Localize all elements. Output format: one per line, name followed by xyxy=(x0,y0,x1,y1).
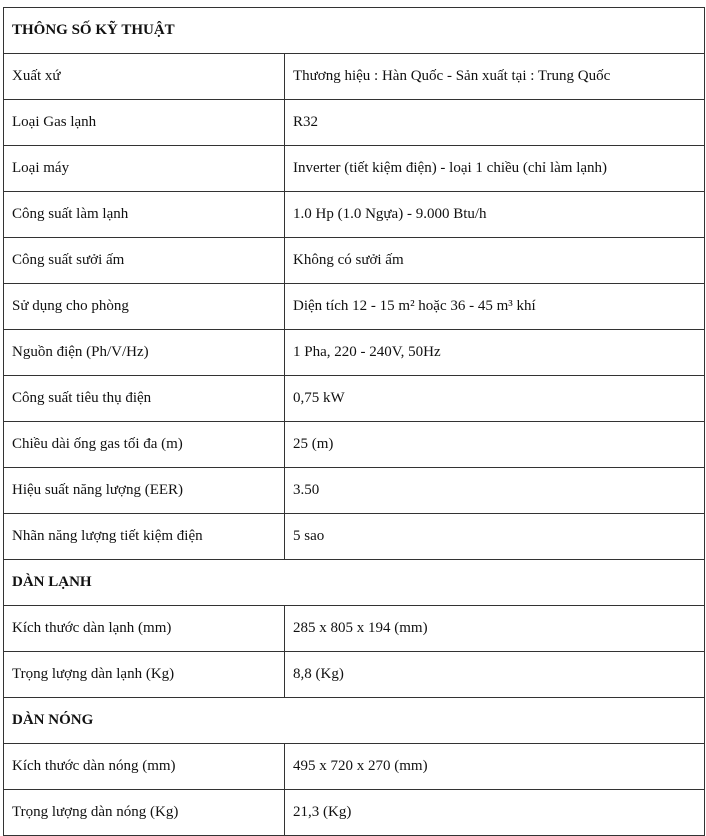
table-row xyxy=(4,790,705,836)
table-row xyxy=(4,330,705,376)
spec-value: 8,8 (Kg) xyxy=(285,652,705,698)
spec-value: 3.50 xyxy=(285,468,705,514)
spec-value: 285 x 805 x 194 (mm) xyxy=(285,606,705,652)
table-row xyxy=(4,284,705,330)
spec-value: R32 xyxy=(285,100,705,146)
spec-value: 1 Pha, 220 - 240V, 50Hz xyxy=(285,330,705,376)
section-header-row xyxy=(4,560,705,606)
spec-label: Xuất xứ xyxy=(4,54,285,100)
table-row xyxy=(4,468,705,514)
spec-label: Trọng lượng dàn nóng (Kg) xyxy=(4,790,285,836)
section-header-row xyxy=(4,698,705,744)
section-header-row xyxy=(4,8,705,54)
table-row xyxy=(4,514,705,560)
spec-label: Kích thước dàn nóng (mm) xyxy=(4,744,285,790)
spec-label: Chiều dài ống gas tối đa (m) xyxy=(4,422,285,468)
table-row xyxy=(4,146,705,192)
spec-value: Không có sưởi ấm xyxy=(285,238,705,284)
spec-value: 495 x 720 x 270 (mm) xyxy=(285,744,705,790)
spec-label: Loại Gas lạnh xyxy=(4,100,285,146)
table-row xyxy=(4,744,705,790)
section-title: DÀN NÓNG xyxy=(4,698,705,744)
spec-table xyxy=(3,7,705,836)
spec-label: Nguồn điện (Ph/V/Hz) xyxy=(4,330,285,376)
section-title: THÔNG SỐ KỸ THUẬT xyxy=(4,8,705,54)
spec-label: Kích thước dàn lạnh (mm) xyxy=(4,606,285,652)
spec-label: Hiệu suất năng lượng (EER) xyxy=(4,468,285,514)
spec-label: Công suất sưởi ấm xyxy=(4,238,285,284)
spec-value: Thương hiệu : Hàn Quốc - Sản xuất tại : Trung Quốc xyxy=(285,54,705,100)
spec-label: Trọng lượng dàn lạnh (Kg) xyxy=(4,652,285,698)
table-row xyxy=(4,422,705,468)
table-row xyxy=(4,606,705,652)
section-title: DÀN LẠNH xyxy=(4,560,705,606)
spec-value: Diện tích 12 - 15 m² hoặc 36 - 45 m³ khí xyxy=(285,284,705,330)
spec-label: Loại máy xyxy=(4,146,285,192)
spec-value: 1.0 Hp (1.0 Ngựa) - 9.000 Btu/h xyxy=(285,192,705,238)
spec-label: Công suất làm lạnh xyxy=(4,192,285,238)
spec-value: 25 (m) xyxy=(285,422,705,468)
table-row xyxy=(4,100,705,146)
table-row xyxy=(4,192,705,238)
spec-value: 21,3 (Kg) xyxy=(285,790,705,836)
table-row xyxy=(4,238,705,284)
spec-value: 5 sao xyxy=(285,514,705,560)
table-row xyxy=(4,54,705,100)
spec-label: Sử dụng cho phòng xyxy=(4,284,285,330)
spec-value: Inverter (tiết kiệm điện) - loại 1 chiều (chỉ làm lạnh) xyxy=(285,146,705,192)
table-row xyxy=(4,652,705,698)
spec-label: Công suất tiêu thụ điện xyxy=(4,376,285,422)
spec-label: Nhãn năng lượng tiết kiệm điện xyxy=(4,514,285,560)
spec-value: 0,75 kW xyxy=(285,376,705,422)
table-row xyxy=(4,376,705,422)
